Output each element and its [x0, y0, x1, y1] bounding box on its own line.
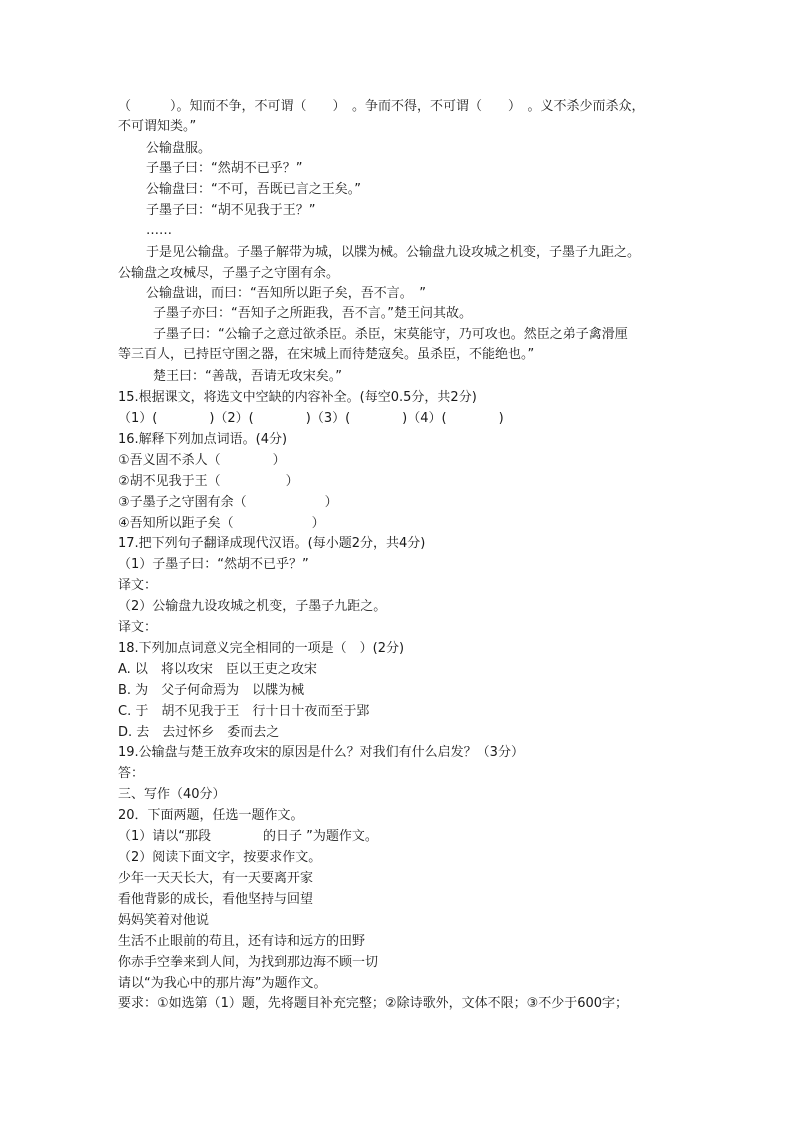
question-19: 19.公输盘与楚王放弃攻宋的原因是什么？对我们有什么启发？（3分）: [118, 745, 524, 760]
question-15: 15.根据课文，将选文中空缺的内容补全。(每空0.5分，共2分): [118, 390, 477, 405]
poem-line: 妈妈笑着对他说: [118, 913, 210, 928]
question-16-item: ③子墨子之守圉有余（ ）: [118, 495, 338, 510]
question-20: 20．下面两题，任选一题作文。: [118, 808, 304, 823]
passage-line: 子墨子曰：“胡不见我于王？”: [146, 203, 316, 218]
passage-line: 楚王曰：“善哉，吾请无攻宋矣。”: [153, 369, 342, 384]
question-17-item: （1）子墨子曰：“然胡不已乎？”: [118, 557, 309, 572]
passage-line: 公输盘服。: [146, 141, 212, 156]
passage-line: 子墨子曰：“公输子之意过欲杀臣。杀臣，宋莫能守，乃可攻也。然臣之弟子禽滑厘: [153, 327, 628, 342]
passage-line: （ ）。知而不争，不可谓（ ） 。争而不得，不可谓（ ） 。义不杀少而杀众，: [118, 99, 645, 114]
question-18-option: C. 于 胡不见我于王 行十日十夜而至于郢: [118, 704, 370, 719]
poem-line: 生活不止眼前的苟且，还有诗和远方的田野: [118, 934, 366, 949]
translation-label: 译文：: [118, 620, 158, 635]
poem-line: 你赤手空拳来到人间，为找到那边海不顾一切: [118, 955, 379, 970]
passage-line: 公输盘之攻械尽，子墨子之守圉有余。: [118, 266, 340, 281]
passage-line: 于是见公输盘。子墨子解带为城，以牒为械。公输盘九设攻城之机变，子墨子九距之。: [146, 245, 641, 260]
question-16-item: ①吾义固不杀人（ ）: [118, 453, 286, 468]
poem-line: 少年一天天长大，有一天要离开家: [118, 871, 314, 886]
passage-line: 公输盘曰：“不可，吾既已言之王矣。”: [146, 182, 361, 197]
essay-requirements: 要求：①如选第（1）题，先将题目补充完整；②除诗歌外，文体不限；③不少于600字；: [118, 996, 629, 1011]
question-18: 18.下列加点词意义完全相同的一项是（ ）(2分): [118, 641, 405, 656]
essay-option-1: （1）请以“那段 的日子 ”为题作文。: [118, 829, 378, 844]
translation-label: 译文：: [118, 578, 158, 593]
section-writing-heading: 三、写作（40分）: [118, 787, 226, 802]
question-16-item: ④吾知所以距子矣（ ）: [118, 516, 325, 531]
passage-line: 不可谓知类。”: [118, 119, 197, 134]
question-18-option: A. 以 将以攻宋 臣以王吏之攻宋: [118, 662, 317, 677]
question-16: 16.解释下列加点词语。(4分): [118, 432, 288, 447]
question-17: 17.把下列句子翻译成现代汉语。(每小题2分，共4分): [118, 536, 426, 551]
passage-line: 子墨子亦曰：“吾知子之所距我，吾不言。”楚王问其故。: [153, 306, 472, 321]
answer-label: 答：: [118, 766, 145, 781]
essay-prompt: 请以“为我心中的那片海”为题作文。: [118, 976, 327, 991]
essay-option-2: （2）阅读下面文字，按要求作文。: [118, 850, 322, 865]
question-18-option: B. 为 父子何命焉为 以牒为械: [118, 683, 305, 698]
passage-line: 公输盘诎，而曰：“吾知所以距子矣，吾不言。 ”: [146, 286, 426, 301]
question-15-blanks: （1）( )（2）( )（3）( )（4）( ): [118, 411, 504, 426]
poem-line: 看他背影的成长，看他坚持与回望: [118, 892, 314, 907]
passage-line: 等三百人，已持臣守圉之器，在宋城上而待楚寇矣。虽杀臣，不能绝也。”: [118, 347, 535, 362]
passage-ellipsis: ……: [146, 223, 172, 238]
question-18-option: D. 去 去过怀乡 委而去之: [118, 725, 280, 740]
question-16-item: ②胡不见我于王（ ）: [118, 474, 299, 489]
passage-line: 子墨子曰：“然胡不已乎？”: [146, 161, 303, 176]
question-17-item: （2）公输盘九设攻城之机变，子墨子九距之。: [118, 599, 387, 614]
